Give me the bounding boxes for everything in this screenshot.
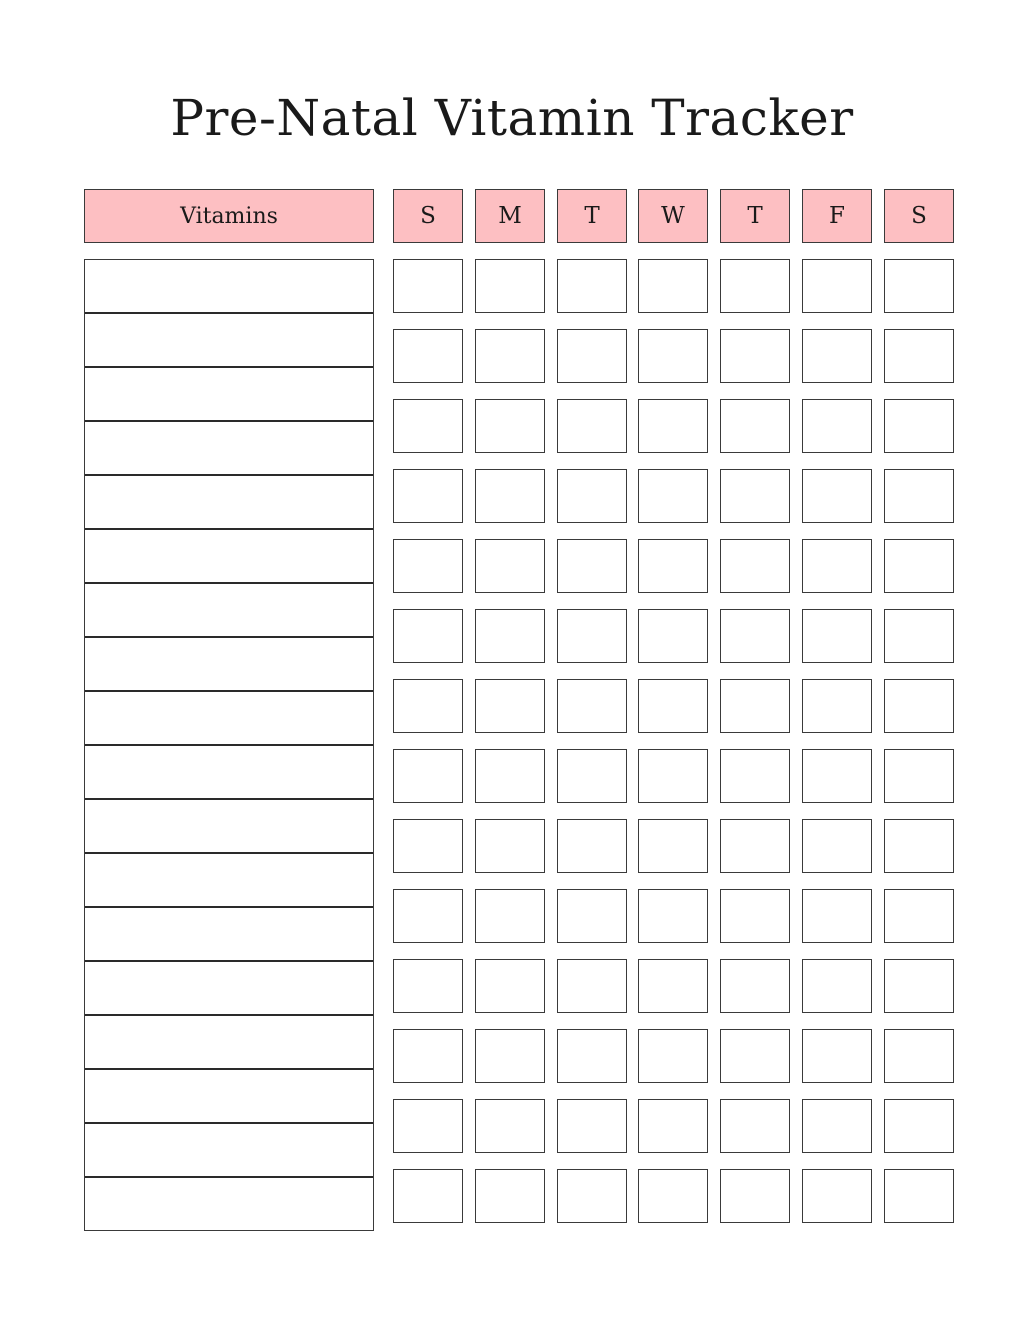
day-check-box[interactable]: [393, 1029, 463, 1083]
day-check-box[interactable]: [638, 329, 708, 383]
day-check-box[interactable]: [557, 819, 627, 873]
day-check-box[interactable]: [638, 959, 708, 1013]
day-header: T: [557, 189, 627, 243]
day-check-box[interactable]: [557, 609, 627, 663]
vitamin-entry-row[interactable]: [85, 636, 373, 690]
day-check-box[interactable]: [475, 1169, 545, 1223]
day-check-box[interactable]: [720, 259, 790, 313]
day-check-box[interactable]: [475, 399, 545, 453]
day-check-box[interactable]: [720, 959, 790, 1013]
day-check-box[interactable]: [393, 889, 463, 943]
day-check-box[interactable]: [638, 539, 708, 593]
day-check-box[interactable]: [884, 609, 954, 663]
day-check-box[interactable]: [720, 399, 790, 453]
day-check-box[interactable]: [884, 259, 954, 313]
day-check-box[interactable]: [393, 609, 463, 663]
vitamin-entry-row[interactable]: [85, 906, 373, 960]
vitamin-entry-row[interactable]: [85, 1122, 373, 1176]
day-check-box[interactable]: [884, 469, 954, 523]
day-check-box[interactable]: [802, 889, 872, 943]
day-check-box[interactable]: [720, 329, 790, 383]
day-check-box[interactable]: [557, 399, 627, 453]
day-check-box[interactable]: [802, 1099, 872, 1153]
day-check-box[interactable]: [720, 539, 790, 593]
day-header: M: [475, 189, 545, 243]
day-check-box[interactable]: [393, 259, 463, 313]
day-check-box[interactable]: [638, 399, 708, 453]
day-check-box[interactable]: [802, 819, 872, 873]
vitamin-entry-row[interactable]: [85, 1014, 373, 1068]
vitamin-entry-row[interactable]: [85, 852, 373, 906]
vitamin-entry-row[interactable]: [85, 366, 373, 420]
day-header: W: [638, 189, 708, 243]
day-check-box[interactable]: [884, 329, 954, 383]
day-check-box[interactable]: [557, 749, 627, 803]
day-check-box[interactable]: [393, 469, 463, 523]
day-check-box[interactable]: [884, 749, 954, 803]
day-check-box[interactable]: [475, 679, 545, 733]
day-check-box[interactable]: [884, 399, 954, 453]
day-check-box[interactable]: [884, 1099, 954, 1153]
day-check-box[interactable]: [720, 469, 790, 523]
day-check-box[interactable]: [802, 609, 872, 663]
page-title: Pre-Natal Vitamin Tracker: [170, 89, 854, 147]
day-check-box[interactable]: [638, 1169, 708, 1223]
day-check-box[interactable]: [802, 399, 872, 453]
day-check-box[interactable]: [475, 329, 545, 383]
day-check-box[interactable]: [802, 679, 872, 733]
day-check-box[interactable]: [475, 469, 545, 523]
day-check-box[interactable]: [557, 959, 627, 1013]
day-check-box[interactable]: [884, 959, 954, 1013]
day-check-box[interactable]: [393, 539, 463, 593]
vitamin-entry-row[interactable]: [85, 312, 373, 366]
day-check-box[interactable]: [557, 1169, 627, 1223]
day-check-box[interactable]: [393, 1169, 463, 1223]
day-check-box[interactable]: [393, 329, 463, 383]
day-check-box[interactable]: [638, 1099, 708, 1153]
day-header: S: [393, 189, 463, 243]
day-check-box[interactable]: [475, 819, 545, 873]
day-check-box[interactable]: [720, 819, 790, 873]
day-check-box[interactable]: [557, 889, 627, 943]
vitamin-entry-row[interactable]: [85, 1176, 373, 1230]
day-check-box[interactable]: [720, 609, 790, 663]
day-header: F: [802, 189, 872, 243]
day-check-box[interactable]: [557, 1099, 627, 1153]
day-header: T: [720, 189, 790, 243]
day-check-box[interactable]: [393, 679, 463, 733]
day-check-box[interactable]: [802, 539, 872, 593]
day-check-box[interactable]: [475, 259, 545, 313]
day-check-box[interactable]: [720, 1099, 790, 1153]
day-check-box[interactable]: [802, 469, 872, 523]
day-check-box[interactable]: [393, 399, 463, 453]
day-check-box[interactable]: [884, 819, 954, 873]
day-check-box[interactable]: [557, 469, 627, 523]
vitamin-entry-row[interactable]: [85, 528, 373, 582]
day-check-box[interactable]: [393, 1099, 463, 1153]
day-check-box[interactable]: [557, 259, 627, 313]
day-check-box[interactable]: [884, 679, 954, 733]
day-check-box[interactable]: [393, 749, 463, 803]
day-check-box[interactable]: [720, 679, 790, 733]
vitamin-entry-row[interactable]: [85, 1068, 373, 1122]
day-check-box[interactable]: [393, 819, 463, 873]
day-check-box[interactable]: [720, 1029, 790, 1083]
vitamin-entry-row[interactable]: [85, 744, 373, 798]
day-check-box[interactable]: [638, 259, 708, 313]
day-check-box[interactable]: [884, 1169, 954, 1223]
day-check-box[interactable]: [638, 469, 708, 523]
day-check-box[interactable]: [720, 1169, 790, 1223]
day-check-box[interactable]: [638, 679, 708, 733]
day-check-box[interactable]: [802, 329, 872, 383]
day-check-box[interactable]: [802, 259, 872, 313]
day-check-box[interactable]: [720, 749, 790, 803]
vitamin-entry-row[interactable]: [85, 690, 373, 744]
vitamin-entry-row[interactable]: [85, 960, 373, 1014]
day-check-box[interactable]: [638, 1029, 708, 1083]
day-check-box[interactable]: [475, 889, 545, 943]
day-check-box[interactable]: [475, 609, 545, 663]
vitamin-entry-row[interactable]: [85, 260, 373, 312]
day-check-box[interactable]: [393, 959, 463, 1013]
day-check-box[interactable]: [884, 539, 954, 593]
vitamin-entry-row[interactable]: [85, 474, 373, 528]
day-check-box[interactable]: [557, 329, 627, 383]
day-check-box[interactable]: [475, 539, 545, 593]
day-check-box[interactable]: [475, 1029, 545, 1083]
day-check-box[interactable]: [802, 749, 872, 803]
day-header: S: [884, 189, 954, 243]
day-check-box[interactable]: [638, 889, 708, 943]
day-check-box[interactable]: [638, 749, 708, 803]
vitamin-list: [84, 259, 374, 1231]
vitamin-entry-row[interactable]: [85, 798, 373, 852]
day-check-box[interactable]: [802, 1169, 872, 1223]
day-check-box[interactable]: [720, 889, 790, 943]
day-check-box[interactable]: [557, 679, 627, 733]
vitamin-entry-row[interactable]: [85, 582, 373, 636]
day-check-box[interactable]: [557, 539, 627, 593]
day-check-box[interactable]: [802, 1029, 872, 1083]
day-check-box[interactable]: [884, 1029, 954, 1083]
day-check-box[interactable]: [638, 609, 708, 663]
day-check-box[interactable]: [884, 889, 954, 943]
day-check-box[interactable]: [557, 1029, 627, 1083]
day-check-box[interactable]: [475, 959, 545, 1013]
day-check-box[interactable]: [638, 819, 708, 873]
day-check-box[interactable]: [802, 959, 872, 1013]
vitamins-header: Vitamins: [84, 189, 374, 243]
vitamin-entry-row[interactable]: [85, 420, 373, 474]
day-check-box[interactable]: [475, 749, 545, 803]
day-check-box[interactable]: [475, 1099, 545, 1153]
